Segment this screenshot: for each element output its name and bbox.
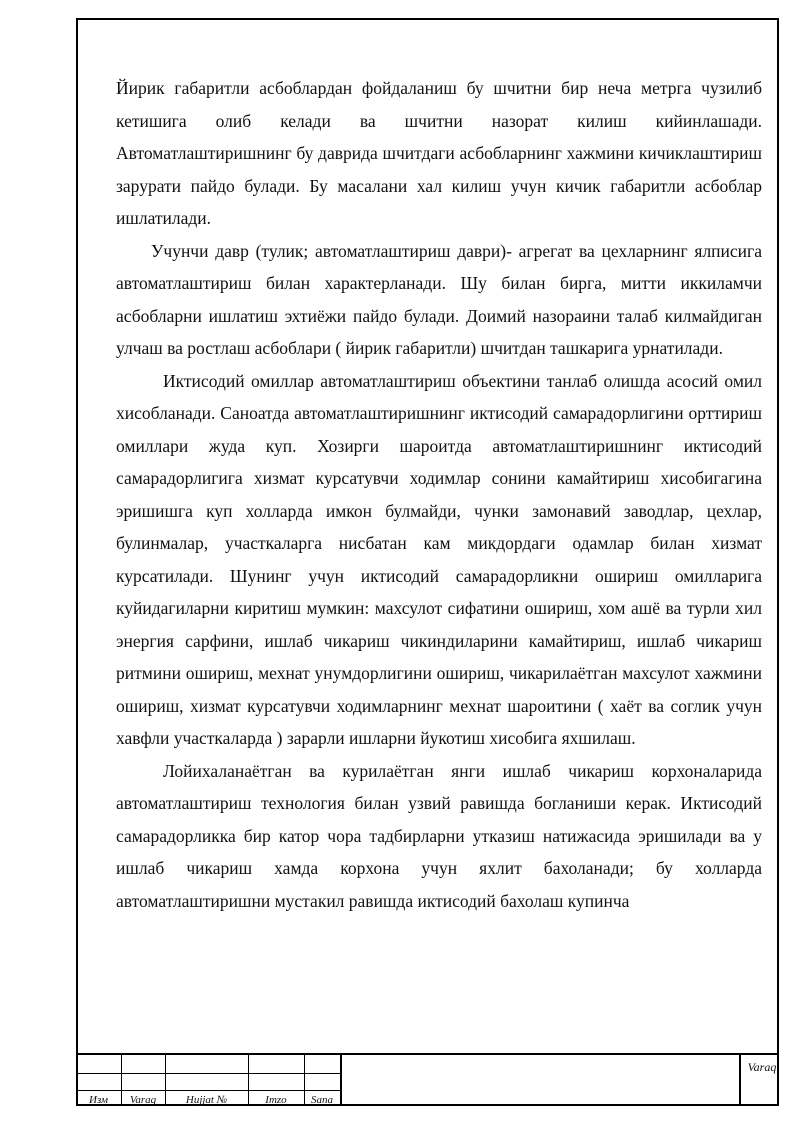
stamp-label-sana: Sana [311, 1094, 333, 1106]
sheet-number-label: Varaq [747, 1060, 777, 1074]
title-block [76, 1053, 779, 1106]
stamp-label-varaq: Varaq [129, 1094, 157, 1106]
paragraph-3: Иктисодий омиллар автоматлаштириш объектини танлаб олишда асосий омил хисобланади. Саноатда автоматлаштиришнинг иктисодий самарадорлигини орттириш омиллари жуда куп. Хозирги шароитда автоматлаштиришнинг иктисодий самарадорлигига хизмат курсатувчи ходимлар сонини камайтириш хисобигагина эришишга куп холларда имкон булмайди, чунки замонавий заводлар, цехлар, булинмалар, участкаларга нисбатан кам микдордаги одамлар билан хизмат курсатилади. Шунинг учун иктисодий самарадорликни ошириш омилларига куйидагиларни киритиш мумкин: махсулот сифатини ошириш, хом ашё ва турли хил энергия сарфини, ишлаб чикариш чикиндиларини камайтириш, ишлаб чикариш ритмини ошириш, мехнат унумдорлигини ошириш, чикарилаётган махсулот хажмини ошириш, хизмат курсатувчи ходимларнинг мехнат шароитини ( хаёт ва соглик учун хавфли участкаларда ) зарарли ишларни йукотиш хисобига яхшилаш. [116, 370, 762, 748]
paragraph-4: Лойихаланаётган ва курилаётган янги ишлаб чикариш корхоналарида автоматлаштириш технология билан узвий равишда богланиши керак. Иктисодий самарадорликка бир катор чора тадбирларни утказиш натижасида эришилади ва у ишлаб чикариш хамда корхона учун яхлит бахоланади; бу холларда автоматлаштиришни мустакил равишда иктисодий бахолаш купинча [116, 760, 762, 911]
stamp-row-line-1 [76, 1073, 340, 1074]
stamp-col-line-5 [340, 1055, 342, 1106]
stamp-col-line-6 [739, 1055, 741, 1106]
stamp-label-izm: Изм [89, 1094, 108, 1106]
stamp-label-imzo: Imzo [265, 1094, 287, 1106]
paragraph-2: Учунчи давр (тулик; автоматлаштириш даври)- агрегат ва цехларнинг ялписига автоматлаштириш билан характерланади. Шу билан бирга, митти иккиламчи асбобларни ишлатиш эхтиёжи пайдо булади. Доимий назораини талаб килмайдиган улчаш ва ростлаш асбоблари ( йирик габаритли) шчитдан ташкарига урнатилади. [116, 240, 762, 358]
stamp-label-hujjat: Hujjat № [185, 1094, 228, 1106]
document-body [116, 72, 762, 917]
stamp-row-line-2 [76, 1090, 340, 1091]
paragraph-1: Йирик габаритли асбоблардан фойдаланиш бу шчитни бир неча метрга чузилиб кетишига олиб келади ва шчитни назорат килиш кийинлашади. Автоматлаштиришнинг бу даврида шчитдаги асбобларнинг хажмини кичиклаштириш зарурати пайдо булади. Бу масалани хал килиш учун кичик габаритли асбоблар ишлатилади. [116, 78, 762, 228]
